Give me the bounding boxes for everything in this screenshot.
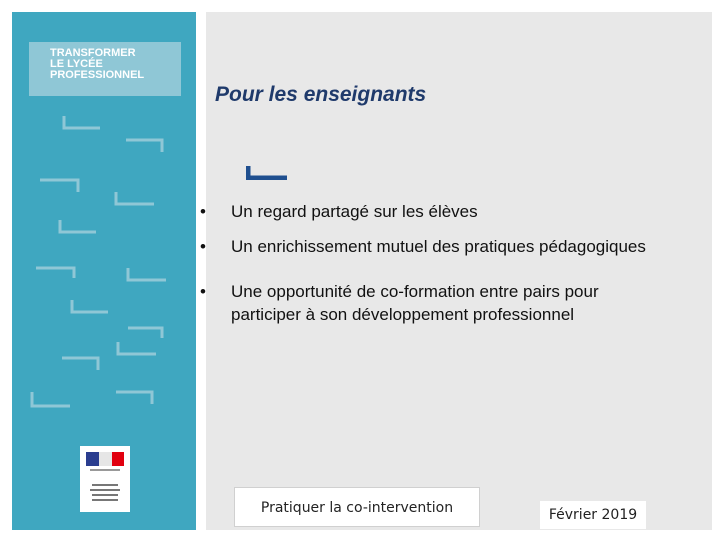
bracket-shape — [32, 392, 70, 406]
footer-caption: Pratiquer la co-intervention — [234, 487, 480, 527]
slide-title: Pour les enseignants — [215, 83, 427, 106]
bullet-text: Un regard partagé sur les élèves — [231, 202, 478, 221]
bullet-item — [200, 280, 666, 326]
bullet-text: Un enrichissement mutuel des pratiques pédagogiques — [231, 237, 646, 256]
bracket-shape — [116, 192, 154, 204]
bracket-shape — [62, 358, 98, 370]
ministry-logo — [80, 446, 130, 512]
bracket-shape — [72, 300, 108, 312]
bullet-marker: • — [200, 282, 206, 301]
bracket-shape — [118, 342, 156, 354]
logo-line: LE LYCÉE — [50, 58, 103, 70]
bullet-marker: • — [200, 202, 206, 221]
logo-line: TRANSFORMER — [50, 47, 136, 59]
logo — [50, 48, 180, 81]
bullet-marker: • — [200, 237, 206, 256]
bullet-item — [200, 235, 666, 258]
logo-line: PROFESSIONNEL — [50, 69, 145, 81]
bullet-item — [200, 200, 666, 223]
title-accent-mark — [246, 166, 287, 180]
bullet-list — [200, 200, 666, 338]
bracket-shape — [116, 392, 152, 404]
bracket-shape — [60, 220, 96, 232]
bracket-shape — [128, 328, 162, 338]
bracket-shape — [40, 180, 78, 192]
bullet-text: Une opportunité de co-formation entre pairs pour participer à son développement professionnel — [231, 282, 599, 324]
bracket-shape — [64, 116, 100, 128]
bracket-shape — [128, 268, 166, 280]
footer-date: Février 2019 — [540, 501, 646, 529]
bracket-shape — [126, 140, 162, 152]
bracket-shape — [36, 268, 74, 278]
marianne-icon — [80, 446, 130, 512]
